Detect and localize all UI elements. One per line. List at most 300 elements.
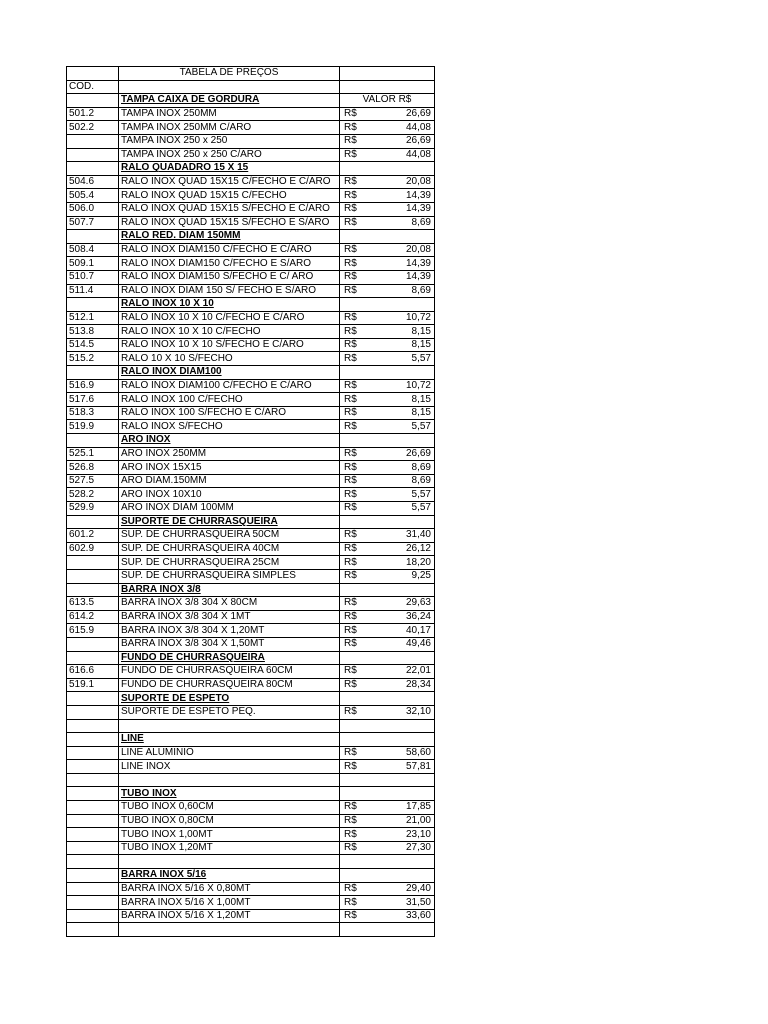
item-description: SUP. DE CHURRASQUEIRA 50CM (119, 529, 340, 543)
item-price-cell (340, 447, 435, 461)
section-value-cell (340, 515, 435, 529)
section-title: RALO RED. DIAM 150MM (119, 230, 340, 244)
item-price: 10,72 (405, 311, 431, 323)
item-price: 28,34 (405, 679, 431, 691)
currency-symbol: R$ (344, 216, 357, 228)
section-value-cell (340, 651, 435, 665)
item-price-cell (340, 202, 435, 216)
item-code: 602.9 (67, 542, 119, 556)
table-row (67, 488, 435, 502)
table-row (67, 814, 435, 828)
currency-symbol: R$ (344, 746, 357, 758)
item-price: 22,01 (405, 665, 431, 677)
table-row (67, 760, 435, 774)
currency-symbol: R$ (344, 706, 357, 718)
currency-symbol: R$ (344, 284, 357, 296)
table-row (67, 406, 435, 420)
item-code (67, 909, 119, 923)
item-description: TUBO INOX 0,60CM (119, 801, 340, 815)
item-price: 8,69 (411, 475, 431, 487)
section-value-cell (340, 869, 435, 883)
item-code: 517.6 (67, 393, 119, 407)
item-code: 502.2 (67, 121, 119, 135)
item-code: 505.4 (67, 189, 119, 203)
item-description: TAMPA INOX 250MM (119, 107, 340, 121)
item-price: 29,63 (405, 597, 431, 609)
item-code: 613.5 (67, 597, 119, 611)
item-price-cell (340, 569, 435, 583)
price-table (66, 66, 435, 937)
section-value-cell (340, 787, 435, 801)
item-price: 8,69 (411, 461, 431, 473)
item-description: ARO DIAM.150MM (119, 474, 340, 488)
table-row (67, 134, 435, 148)
item-code (67, 637, 119, 651)
currency-symbol: R$ (344, 244, 357, 256)
section-title: LINE (119, 733, 340, 747)
section-row (67, 583, 435, 597)
currency-symbol: R$ (344, 203, 357, 215)
blank-cell (119, 719, 340, 733)
table-row (67, 216, 435, 230)
currency-symbol: R$ (344, 679, 357, 691)
item-description: ARO INOX 250MM (119, 447, 340, 461)
item-price: 57,81 (405, 760, 431, 772)
item-code: 601.2 (67, 529, 119, 543)
item-description: RALO INOX DIAM100 C/FECHO E C/ARO (119, 379, 340, 393)
blank-cell (67, 719, 119, 733)
item-price: 8,15 (411, 325, 431, 337)
table-row (67, 379, 435, 393)
item-price: 21,00 (405, 814, 431, 826)
item-code (67, 569, 119, 583)
item-price: 29,40 (405, 882, 431, 894)
table-row (67, 474, 435, 488)
currency-symbol: R$ (344, 529, 357, 541)
currency-symbol: R$ (344, 910, 357, 922)
item-price: 9,25 (411, 570, 431, 582)
currency-symbol: R$ (344, 379, 357, 391)
currency-symbol: R$ (344, 638, 357, 650)
item-price-cell (340, 665, 435, 679)
item-code (67, 760, 119, 774)
currency-symbol: R$ (344, 311, 357, 323)
item-code: 508.4 (67, 243, 119, 257)
item-description: TUBO INOX 1,00MT (119, 828, 340, 842)
currency-symbol: R$ (344, 407, 357, 419)
item-description: RALO INOX QUAD 15X15 S/FECHO E C/ARO (119, 202, 340, 216)
item-description: BARRA INOX 5/16 X 0,80MT (119, 882, 340, 896)
table-row (67, 311, 435, 325)
item-code (67, 148, 119, 162)
item-price: 49,46 (405, 638, 431, 650)
table-row (67, 107, 435, 121)
item-description: FUNDO DE CHURRASQUEIRA 60CM (119, 665, 340, 679)
title-value-cell (340, 67, 435, 81)
section-title: RALO INOX DIAM100 (119, 366, 340, 380)
item-code: 506.0 (67, 202, 119, 216)
currency-symbol: R$ (344, 502, 357, 514)
currency-symbol: R$ (344, 447, 357, 459)
item-code: 511.4 (67, 284, 119, 298)
item-code: 528.2 (67, 488, 119, 502)
table-title: TABELA DE PREÇOS (119, 67, 340, 81)
blank-cell (340, 773, 435, 787)
item-price: 27,30 (405, 842, 431, 854)
item-price: 18,20 (405, 556, 431, 568)
blank-cell (119, 855, 340, 869)
currency-symbol: R$ (344, 135, 357, 147)
item-description: RALO INOX 10 X 10 C/FECHO (119, 325, 340, 339)
section-code-cell (67, 583, 119, 597)
section-code-cell (67, 733, 119, 747)
title-row (67, 67, 435, 81)
table-row (67, 148, 435, 162)
item-description: RALO INOX DIAM150 S/FECHO E C/ ARO (119, 270, 340, 284)
item-price: 44,08 (405, 121, 431, 133)
currency-symbol: R$ (344, 325, 357, 337)
item-price-cell (340, 338, 435, 352)
item-description: BARRA INOX 3/8 304 X 1MT (119, 610, 340, 624)
section-row (67, 230, 435, 244)
item-description: RALO INOX DIAM 150 S/ FECHO E S/ARO (119, 284, 340, 298)
item-price-cell (340, 678, 435, 692)
table-row (67, 705, 435, 719)
section-code-cell (67, 515, 119, 529)
item-price: 33,60 (405, 910, 431, 922)
item-price-cell (340, 556, 435, 570)
item-code: 509.1 (67, 257, 119, 271)
item-price-cell (340, 529, 435, 543)
item-code: 512.1 (67, 311, 119, 325)
item-price: 8,15 (411, 407, 431, 419)
currency-symbol: R$ (344, 760, 357, 772)
section-row (67, 787, 435, 801)
section-code-cell (67, 651, 119, 665)
item-code (67, 882, 119, 896)
item-code: 529.9 (67, 502, 119, 516)
section-code-cell (67, 787, 119, 801)
section-row (67, 869, 435, 883)
table-row (67, 569, 435, 583)
item-description: SUP. DE CHURRASQUEIRA SIMPLES (119, 569, 340, 583)
currency-symbol: R$ (344, 461, 357, 473)
table-row (67, 243, 435, 257)
item-code (67, 746, 119, 760)
item-code: 501.2 (67, 107, 119, 121)
item-code: 515.2 (67, 352, 119, 366)
item-price: 8,15 (411, 339, 431, 351)
item-price-cell (340, 420, 435, 434)
section-code-cell (67, 230, 119, 244)
item-price-cell (340, 882, 435, 896)
table-row (67, 746, 435, 760)
table-row (67, 502, 435, 516)
item-price-cell (340, 148, 435, 162)
item-price: 5,57 (411, 352, 431, 364)
currency-symbol: R$ (344, 665, 357, 677)
item-description: ARO INOX DIAM 100MM (119, 502, 340, 516)
item-description: RALO INOX QUAD 15X15 C/FECHO (119, 189, 340, 203)
currency-symbol: R$ (344, 488, 357, 500)
item-code: 519.1 (67, 678, 119, 692)
section-title: TUBO INOX (119, 787, 340, 801)
item-description: RALO INOX QUAD 15X15 C/FECHO E C/ARO (119, 175, 340, 189)
currency-symbol: R$ (344, 611, 357, 623)
item-description: TAMPA INOX 250 x 250 (119, 134, 340, 148)
currency-symbol: R$ (344, 189, 357, 201)
item-code: 510.7 (67, 270, 119, 284)
cod-value-cell (340, 80, 435, 94)
table-row (67, 393, 435, 407)
item-description: TUBO INOX 1,20MT (119, 841, 340, 855)
blank-row (67, 719, 435, 733)
section-code-cell (67, 162, 119, 176)
item-code: 527.5 (67, 474, 119, 488)
table-row (67, 121, 435, 135)
section-row (67, 94, 435, 108)
item-price: 26,12 (405, 543, 431, 555)
table-row (67, 597, 435, 611)
item-price-cell (340, 352, 435, 366)
item-code: 615.9 (67, 624, 119, 638)
item-price: 8,15 (411, 393, 431, 405)
item-price: 14,39 (405, 257, 431, 269)
item-price: 44,08 (405, 148, 431, 160)
currency-symbol: R$ (344, 814, 357, 826)
item-price-cell (340, 270, 435, 284)
item-price-cell (340, 814, 435, 828)
currency-symbol: R$ (344, 543, 357, 555)
section-value-cell (340, 298, 435, 312)
section-code-cell (67, 869, 119, 883)
item-code: 507.7 (67, 216, 119, 230)
item-code: 525.1 (67, 447, 119, 461)
item-price: 10,72 (405, 379, 431, 391)
table-row (67, 270, 435, 284)
item-price-cell (340, 488, 435, 502)
section-row (67, 651, 435, 665)
section-value-cell (340, 733, 435, 747)
item-code (67, 134, 119, 148)
section-code-cell (67, 366, 119, 380)
table-row (67, 678, 435, 692)
item-price-cell (340, 705, 435, 719)
table-row (67, 610, 435, 624)
item-price: 8,69 (411, 284, 431, 296)
item-price: 40,17 (405, 624, 431, 636)
item-price-cell (340, 311, 435, 325)
table-row (67, 352, 435, 366)
item-description: FUNDO DE CHURRASQUEIRA 80CM (119, 678, 340, 692)
currency-symbol: R$ (344, 148, 357, 160)
item-description: BARRA INOX 3/8 304 X 1,50MT (119, 637, 340, 651)
currency-symbol: R$ (344, 393, 357, 405)
item-price-cell (340, 597, 435, 611)
currency-symbol: R$ (344, 257, 357, 269)
item-price: 5,57 (411, 420, 431, 432)
currency-symbol: R$ (344, 882, 357, 894)
item-code: 504.6 (67, 175, 119, 189)
value-header: VALOR R$ (340, 94, 435, 108)
item-code: 516.9 (67, 379, 119, 393)
blank-cell (67, 855, 119, 869)
section-value-cell (340, 366, 435, 380)
section-title: BARRA INOX 3/8 (119, 583, 340, 597)
blank-cell (119, 923, 340, 937)
item-price-cell (340, 502, 435, 516)
currency-symbol: R$ (344, 556, 357, 568)
item-description: BARRA INOX 5/16 X 1,00MT (119, 896, 340, 910)
item-price-cell (340, 257, 435, 271)
item-code (67, 896, 119, 910)
item-price-cell (340, 909, 435, 923)
table-row (67, 338, 435, 352)
currency-symbol: R$ (344, 420, 357, 432)
item-price: 26,69 (405, 447, 431, 459)
table-row (67, 542, 435, 556)
currency-symbol: R$ (344, 475, 357, 487)
currency-symbol: R$ (344, 339, 357, 351)
currency-symbol: R$ (344, 896, 357, 908)
item-price-cell (340, 841, 435, 855)
item-price: 8,69 (411, 216, 431, 228)
cod-desc-cell (119, 80, 340, 94)
table-row (67, 841, 435, 855)
blank-row (67, 855, 435, 869)
item-price-cell (340, 284, 435, 298)
table-row (67, 325, 435, 339)
currency-symbol: R$ (344, 176, 357, 188)
item-price-cell (340, 393, 435, 407)
table-row (67, 529, 435, 543)
section-code-cell (67, 692, 119, 706)
item-price-cell (340, 216, 435, 230)
table-row (67, 882, 435, 896)
item-code: 614.2 (67, 610, 119, 624)
blank-cell (67, 923, 119, 937)
table-row (67, 420, 435, 434)
section-code-cell (67, 94, 119, 108)
table-row (67, 665, 435, 679)
item-description: RALO INOX 100 C/FECHO (119, 393, 340, 407)
item-price-cell (340, 542, 435, 556)
item-price-cell (340, 474, 435, 488)
item-price-cell (340, 637, 435, 651)
item-description: BARRA INOX 3/8 304 X 1,20MT (119, 624, 340, 638)
price-table-body (67, 67, 435, 937)
currency-symbol: R$ (344, 624, 357, 636)
cod-label: COD. (67, 80, 119, 94)
blank-cell (119, 773, 340, 787)
blank-cell (340, 855, 435, 869)
section-row (67, 162, 435, 176)
item-code: 616.6 (67, 665, 119, 679)
currency-symbol: R$ (344, 271, 357, 283)
item-code (67, 841, 119, 855)
item-description: TUBO INOX 0,80CM (119, 814, 340, 828)
item-price-cell (340, 121, 435, 135)
item-price: 17,85 (405, 801, 431, 813)
table-row (67, 189, 435, 203)
item-price-cell (340, 610, 435, 624)
title-code-cell (67, 67, 119, 81)
section-code-cell (67, 434, 119, 448)
item-description: ARO INOX 10X10 (119, 488, 340, 502)
item-price: 14,39 (405, 189, 431, 201)
blank-cell (340, 923, 435, 937)
section-value-cell (340, 434, 435, 448)
table-row (67, 637, 435, 651)
section-title: TAMPA CAIXA DE GORDURA (119, 94, 340, 108)
item-price-cell (340, 746, 435, 760)
section-row (67, 366, 435, 380)
item-price: 31,40 (405, 529, 431, 541)
currency-symbol: R$ (344, 801, 357, 813)
table-row (67, 828, 435, 842)
table-row (67, 202, 435, 216)
item-price-cell (340, 189, 435, 203)
item-price-cell (340, 801, 435, 815)
item-price: 26,69 (405, 108, 431, 120)
item-price: 36,24 (405, 611, 431, 623)
currency-symbol: R$ (344, 828, 357, 840)
item-description: SUP. DE CHURRASQUEIRA 40CM (119, 542, 340, 556)
section-title: FUNDO DE CHURRASQUEIRA (119, 651, 340, 665)
currency-symbol: R$ (344, 121, 357, 133)
item-price: 23,10 (405, 828, 431, 840)
item-price: 58,60 (405, 746, 431, 758)
item-description: RALO INOX 100 S/FECHO E C/ARO (119, 406, 340, 420)
item-price-cell (340, 828, 435, 842)
section-title: SUPORTE DE CHURRASQUEIRA (119, 515, 340, 529)
blank-cell (340, 719, 435, 733)
table-row (67, 175, 435, 189)
item-price-cell (340, 406, 435, 420)
item-code: 514.5 (67, 338, 119, 352)
item-price: 26,69 (405, 135, 431, 147)
blank-row (67, 773, 435, 787)
item-description: RALO INOX S/FECHO (119, 420, 340, 434)
section-title: BARRA INOX 5/16 (119, 869, 340, 883)
section-title: ARO INOX (119, 434, 340, 448)
item-code (67, 814, 119, 828)
item-price-cell (340, 461, 435, 475)
table-row (67, 556, 435, 570)
item-description: TAMPA INOX 250 x 250 C/ARO (119, 148, 340, 162)
section-row (67, 733, 435, 747)
section-row (67, 298, 435, 312)
item-price: 20,08 (405, 176, 431, 188)
item-description: BARRA INOX 5/16 X 1,20MT (119, 909, 340, 923)
item-price: 20,08 (405, 244, 431, 256)
section-code-cell (67, 298, 119, 312)
section-value-cell (340, 162, 435, 176)
item-description: LINE ALUMINIO (119, 746, 340, 760)
item-price-cell (340, 379, 435, 393)
item-code: 513.8 (67, 325, 119, 339)
item-code (67, 705, 119, 719)
item-description: TAMPA INOX 250MM C/ARO (119, 121, 340, 135)
item-description: RALO INOX QUAD 15X15 S/FECHO E S/ARO (119, 216, 340, 230)
currency-symbol: R$ (344, 842, 357, 854)
table-row (67, 801, 435, 815)
section-value-cell (340, 583, 435, 597)
section-value-cell (340, 692, 435, 706)
section-title: RALO QUADADRO 15 X 15 (119, 162, 340, 176)
currency-symbol: R$ (344, 108, 357, 120)
item-price-cell (340, 896, 435, 910)
